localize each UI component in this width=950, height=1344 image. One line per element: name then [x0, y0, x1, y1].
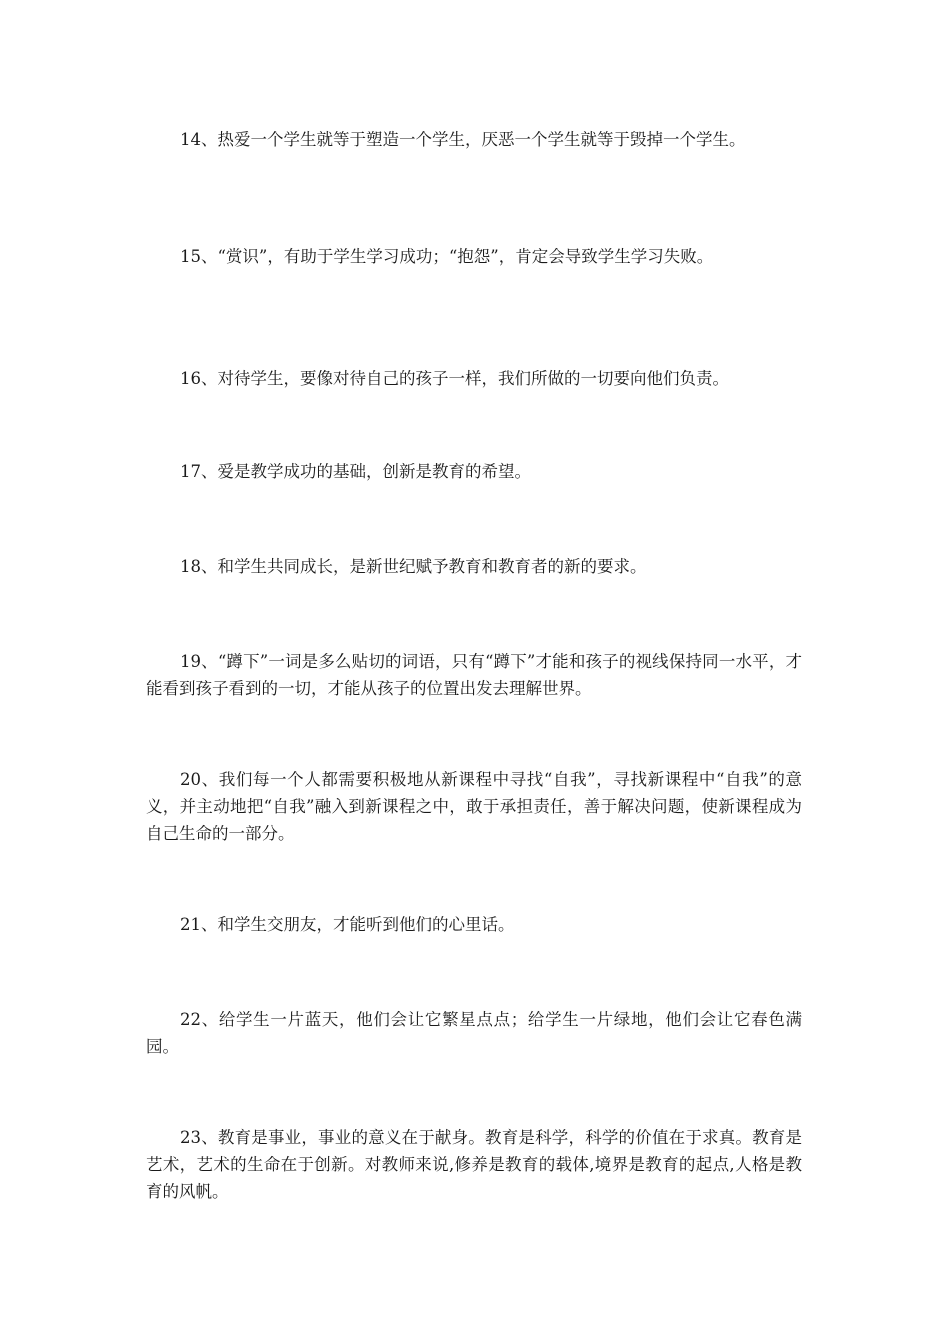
paragraph-15: 15、“赏识”，有助于学生学习成功；“抱怨”，肯定会导致学生学习失败。 [180, 247, 714, 266]
paragraph-18: 18、和学生共同成长，是新世纪赋予教育和教育者的新的要求。 [180, 557, 647, 576]
paragraph-16: 16、对待学生，要像对待自己的孩子一样，我们所做的一切要向他们负责。 [180, 369, 729, 388]
paragraph-20: 20、我们每一个人都需要积极地从新课程中寻找“自我”，寻找新课程中“自我”的意义，并主动地把“自我”融入到新课程之中，敢于承担责任，善于解决问题，使新课程成为自己生命的一部分。 [146, 770, 802, 843]
paragraph-17: 17、爱是教学成功的基础，创新是教育的希望。 [180, 462, 531, 481]
paragraph-23: 23、教育是事业，事业的意义在于献身。教育是科学，科学的价值在于求真。教育是艺术，艺术的生命在于创新。对教师来说,修养是教育的载体,境界是教育的起点,人格是教育的风帆。 [146, 1128, 802, 1201]
paragraph-22: 22、给学生一片蓝天，他们会让它繁星点点；给学生一片绿地，他们会让它春色满园。 [146, 1010, 802, 1056]
paragraph-21: 21、和学生交朋友，才能听到他们的心里话。 [180, 915, 515, 934]
paragraph-14: 14、热爱一个学生就等于塑造一个学生，厌恶一个学生就等于毁掉一个学生。 [180, 130, 746, 149]
paragraph-19: 19、“蹲下”一词是多么贴切的词语，只有“蹲下”才能和孩子的视线保持同一水平，才能看到孩子看到的一切，才能从孩子的位置出发去理解世界。 [146, 652, 802, 698]
